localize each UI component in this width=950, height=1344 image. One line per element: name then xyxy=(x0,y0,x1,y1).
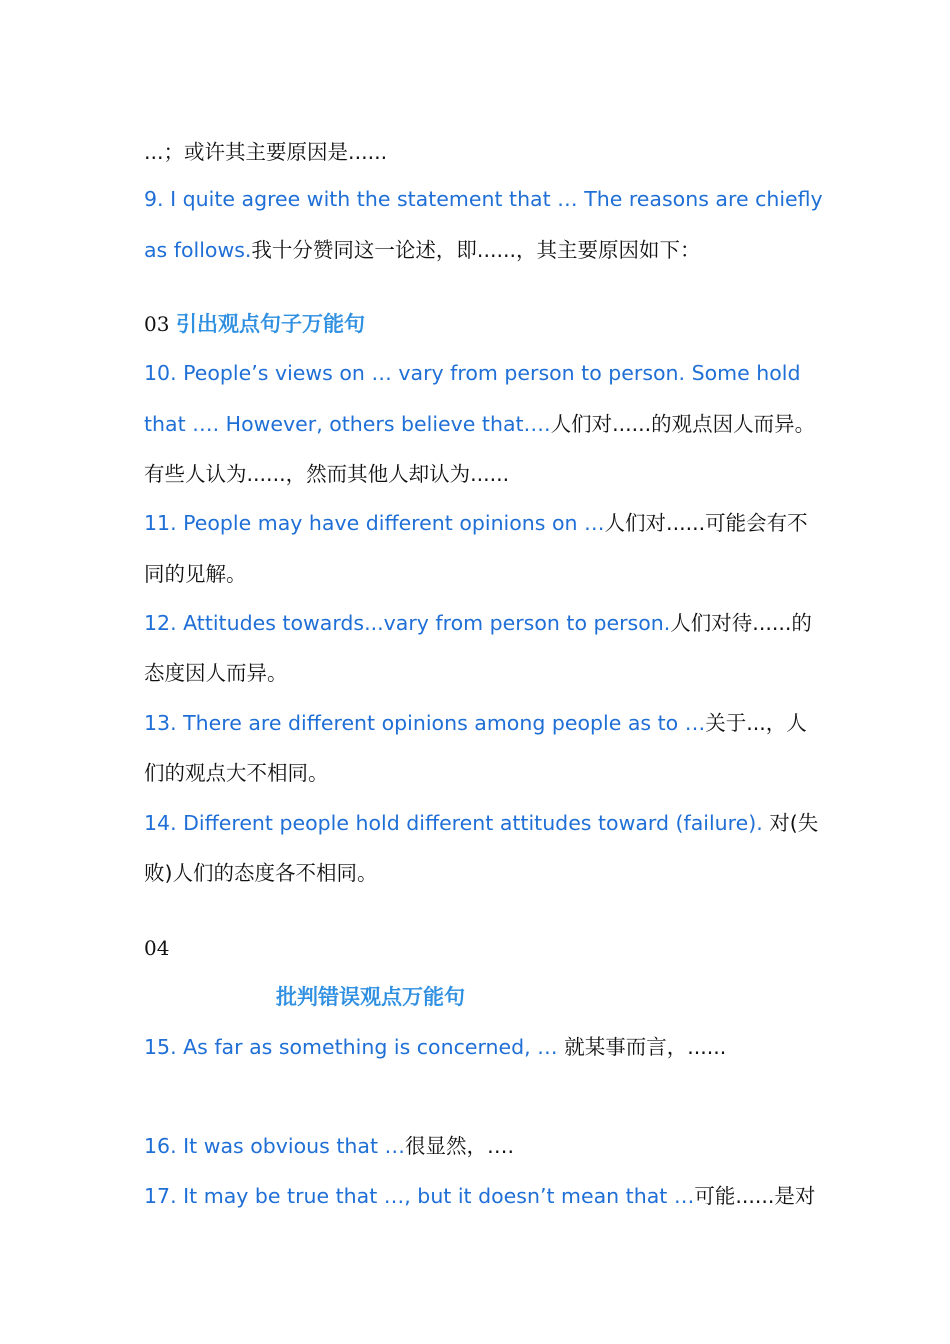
chinese-text: 同的见解。 xyxy=(144,562,247,586)
sentence-13-line-1 xyxy=(144,709,824,737)
english-text: 12. Attitudes towards...vary from person to person. xyxy=(144,611,671,635)
english-text: that …. However, others believe that…. xyxy=(144,412,551,436)
chinese-text: 有些人认为......，然而其他人却认为...... xyxy=(144,462,510,486)
english-text: as follows. xyxy=(144,238,252,262)
chinese-text: 人们对待......的 xyxy=(670,611,812,635)
chinese-text: 关于...，人 xyxy=(705,711,807,735)
chinese-text: 人们对......可能会有不 xyxy=(604,511,808,535)
chinese-text: 我十分赞同这一论述，即......，其主要原因如下： xyxy=(251,238,701,262)
sentence-12-line-2 xyxy=(144,659,824,687)
sentence-17-line xyxy=(144,1182,824,1210)
english-text: 14. Different people hold different attitudes toward (failure). xyxy=(144,811,770,835)
english-text: 15. As far as something is concerned, … xyxy=(144,1035,565,1059)
english-text: 13. There are different opinions among people as to … xyxy=(144,711,706,735)
chinese-text: 败)人们的态度各不相同。 xyxy=(144,861,378,885)
english-text: 17. It may be true that …, but it doesn’t mean that … xyxy=(144,1184,695,1208)
section-03-heading xyxy=(144,310,824,338)
sentence-12-line-1 xyxy=(144,609,824,637)
section-number: 04 xyxy=(144,936,170,960)
text-line xyxy=(144,138,824,166)
chinese-text: 人们对......的观点因人而异。 xyxy=(550,412,816,436)
sentence-13-line-2 xyxy=(144,759,824,787)
section-title: 批判错误观点万能句 xyxy=(276,985,465,1009)
chinese-text: 们的观点大不相同。 xyxy=(144,761,329,785)
sentence-9-line-1 xyxy=(144,185,824,213)
english-text: 11. People may have different opinions on … xyxy=(144,511,605,535)
sentence-15-line xyxy=(144,1033,824,1061)
chinese-text: 态度因人而异。 xyxy=(144,661,288,685)
section-04-heading xyxy=(276,983,950,1011)
chinese-text: 很显然，…. xyxy=(405,1134,515,1158)
sentence-14-line-1 xyxy=(144,809,824,837)
sentence-11-line-1 xyxy=(144,509,824,537)
section-number: 03 xyxy=(144,312,170,336)
english-text: 16. It was obvious that … xyxy=(144,1134,406,1158)
sentence-16-line xyxy=(144,1132,824,1160)
english-text: 9. I quite agree with the statement that … The reasons are chiefly xyxy=(144,187,823,211)
section-title: 引出观点句子万能句 xyxy=(175,312,365,336)
chinese-text: 就某事而言，...... xyxy=(564,1035,727,1059)
sentence-10-line-1 xyxy=(144,359,824,387)
chinese-text: 可能......是对 xyxy=(694,1184,816,1208)
sentence-14-line-2 xyxy=(144,859,824,887)
chinese-text: 对(失 xyxy=(769,811,819,835)
english-text: 10. People’s views on … vary from person to person. Some hold xyxy=(144,361,801,385)
chinese-text: ...；或许其主要原因是...... xyxy=(144,140,388,164)
sentence-9-line-2 xyxy=(144,236,824,264)
section-04-number-line xyxy=(144,934,824,962)
sentence-10-line-2 xyxy=(144,410,824,438)
sentence-11-line-2 xyxy=(144,560,824,588)
sentence-10-line-3 xyxy=(144,460,824,488)
